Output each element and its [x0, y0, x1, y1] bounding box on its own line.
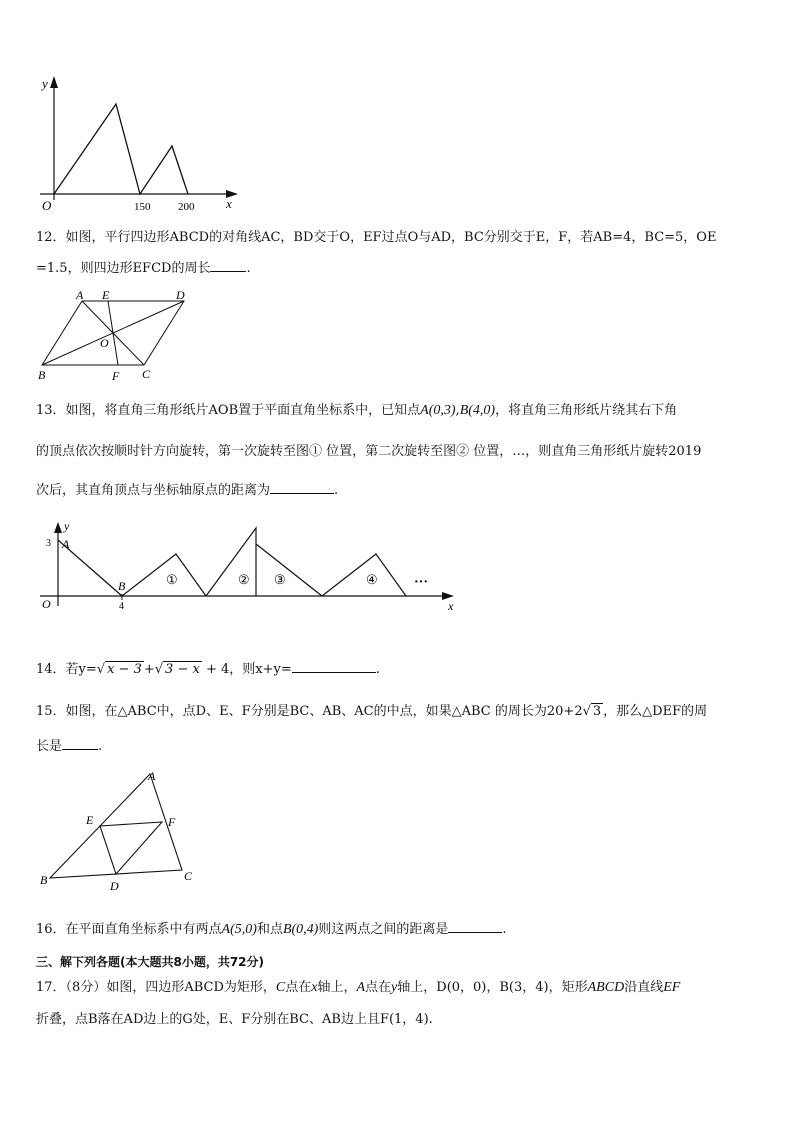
q13-line2: 的顶点依次按顺时针方向旋转，第一次旋转至图① 位置，第二次旋转至图② 位置，…，则直角三角形纸片旋转2019 — [36, 444, 702, 459]
top-graph-figure — [36, 72, 246, 214]
q16-text-b: 和点 — [256, 922, 283, 937]
q17-y: y — [391, 980, 398, 995]
q14-line: 14．若y=√ x − 3 +√ 3 − x + 4，则x+y= . — [36, 662, 380, 677]
q14-prefix: 14．若y= — [36, 662, 97, 677]
q14-radicand-1: x − 3 — [107, 662, 142, 677]
q17-line1 — [36, 979, 680, 997]
q17-text-e: 轴上，D(0，0)，B(3，4)，矩形 — [397, 980, 588, 995]
q17-c: C — [275, 980, 286, 995]
label-A: A — [62, 537, 70, 551]
label-F: F — [112, 369, 120, 381]
q17-text-f: 沿直线 — [624, 980, 664, 995]
q14-mid: ，则x+y= — [229, 662, 292, 677]
q14-period: . — [375, 662, 380, 677]
q15-line2-text: 长是 — [36, 739, 63, 754]
label-A: A — [76, 289, 84, 302]
q17-abcd: ABCD — [587, 980, 625, 995]
q13-line3-text: 次后，其直角顶点与坐标轴原点的距离为 — [36, 483, 271, 498]
label-C: C — [142, 367, 151, 381]
q12-answer-blank[interactable] — [210, 259, 246, 272]
label-F: F — [168, 815, 176, 829]
q12-period: . — [246, 261, 251, 276]
q16-point-a: A(5,0) — [221, 922, 257, 937]
q16-text-a: 16．在平面直角坐标系中有两点 — [36, 922, 222, 937]
q15-period: . — [98, 739, 103, 754]
q13-answer-blank[interactable] — [270, 481, 334, 494]
q12-line2-text: =1.5，则四边形EFCD的周长 — [36, 261, 211, 276]
q13-line1: 13．如图，将直角三角形纸片AOB置于平面直角坐标系中，已知点A(0,3),B(4,0)，将直角三角形纸片绕其右下角 — [36, 403, 678, 418]
triangle-def — [100, 822, 162, 874]
q15-line1-text-a: 15．如图，在△ABC中，点D、E、F分别是BC、AB、AC的中点，如果△ABC 的周长为20+2 — [36, 704, 583, 719]
segment-ef — [108, 301, 118, 365]
q16-text-c: 则这两点之间的距离是 — [318, 922, 449, 937]
label-three: 3 — [46, 538, 51, 549]
q12-line1: 12．如图，平行四边形ABCD的对角线AC，BD交于O，EF过点O与AD，BC分别交于E，F，若AB=4，BC=5，OE — [36, 230, 717, 245]
circled-3: ③ — [274, 572, 286, 587]
q17-text-b: 点在 — [285, 980, 312, 995]
q12-parallelogram-figure — [36, 289, 188, 381]
q14-plus: + — [143, 662, 155, 677]
label-B: B — [118, 579, 126, 593]
label-four: 4 — [119, 601, 124, 612]
triangle-4 — [322, 554, 406, 596]
continuation-dots: ··· — [414, 575, 429, 590]
label-O: O — [42, 597, 51, 611]
circled-2: ② — [238, 572, 250, 587]
y-label: y — [42, 76, 48, 91]
q13-rotation-figure — [36, 518, 460, 612]
q14-answer-blank[interactable] — [292, 660, 376, 673]
q17-line2: 折叠，点B落在AD边上的G处，E、F分别在BC、AB边上且F(1，4). — [36, 1012, 433, 1027]
q17-text-c: 轴上， — [317, 980, 357, 995]
graph-line — [54, 104, 188, 194]
q14-radicand-2: 3 − x — [165, 662, 200, 677]
y-axis-arrow — [50, 76, 58, 88]
label-x: x — [448, 599, 454, 612]
q17-a: A — [356, 980, 366, 995]
q17-text-a: 17．（8分）如图，四边形ABCD为矩形， — [36, 980, 276, 995]
label-C: C — [184, 869, 193, 883]
q15-answer-blank[interactable] — [62, 737, 98, 750]
q13-line3 — [36, 481, 338, 500]
label-E: E — [102, 289, 110, 302]
q15-line2 — [36, 737, 102, 756]
label-A: A — [148, 769, 156, 783]
q17-x: x — [311, 980, 318, 995]
q13-line1-text-b: ，将直角三角形纸片绕其右下角 — [495, 403, 678, 418]
q16-period: . — [502, 922, 507, 937]
q15-triangle-figure — [36, 766, 202, 894]
q13-period: . — [334, 483, 339, 498]
triangle-1 — [122, 554, 206, 596]
label-D: D — [110, 879, 119, 893]
y-axis-arrow — [54, 522, 62, 533]
tick-200: 200 — [178, 201, 195, 213]
section-3-heading: 三、解下列各题(本大题共8小题，共72分) — [36, 955, 265, 969]
q15-line1-text-b: ，那么△DEF的周 — [603, 704, 708, 719]
triangle-abc — [50, 774, 182, 878]
q16-answer-blank[interactable] — [448, 920, 502, 933]
triangle-3 — [256, 544, 322, 596]
q12-line2 — [36, 259, 251, 278]
q14-tail: + 4 — [205, 662, 230, 677]
y-label: y — [64, 519, 70, 533]
x-label: x — [226, 196, 232, 211]
circled-1: ① — [166, 572, 178, 587]
q13-line1-text-a: 13．如图，将直角三角形纸片AOB置于平面直角坐标系中，已知点 — [36, 403, 421, 418]
q15-radicand: 3 — [592, 704, 602, 719]
label-B: B — [38, 368, 46, 381]
tick-150: 150 — [134, 201, 151, 213]
circled-4: ④ — [366, 572, 378, 587]
q13-point-b: B(4,0) — [459, 403, 496, 418]
label-B: B — [40, 873, 48, 887]
origin-label: O — [42, 198, 52, 213]
label-O: O — [100, 336, 109, 350]
label-D: D — [176, 289, 185, 302]
q16-line — [36, 920, 507, 939]
q16-point-b: B(0,4) — [282, 922, 319, 937]
q13-point-a: A(0,3) — [420, 403, 456, 418]
q17-ef: EF — [663, 980, 681, 995]
q15-line1: 15．如图，在△ABC中，点D、E、F分别是BC、AB、AC的中点，如果△ABC 的周长为20+2√ 3 ，那么△DEF的周 — [36, 704, 708, 719]
q17-text-d: 点在 — [365, 980, 392, 995]
label-E: E — [86, 813, 94, 827]
